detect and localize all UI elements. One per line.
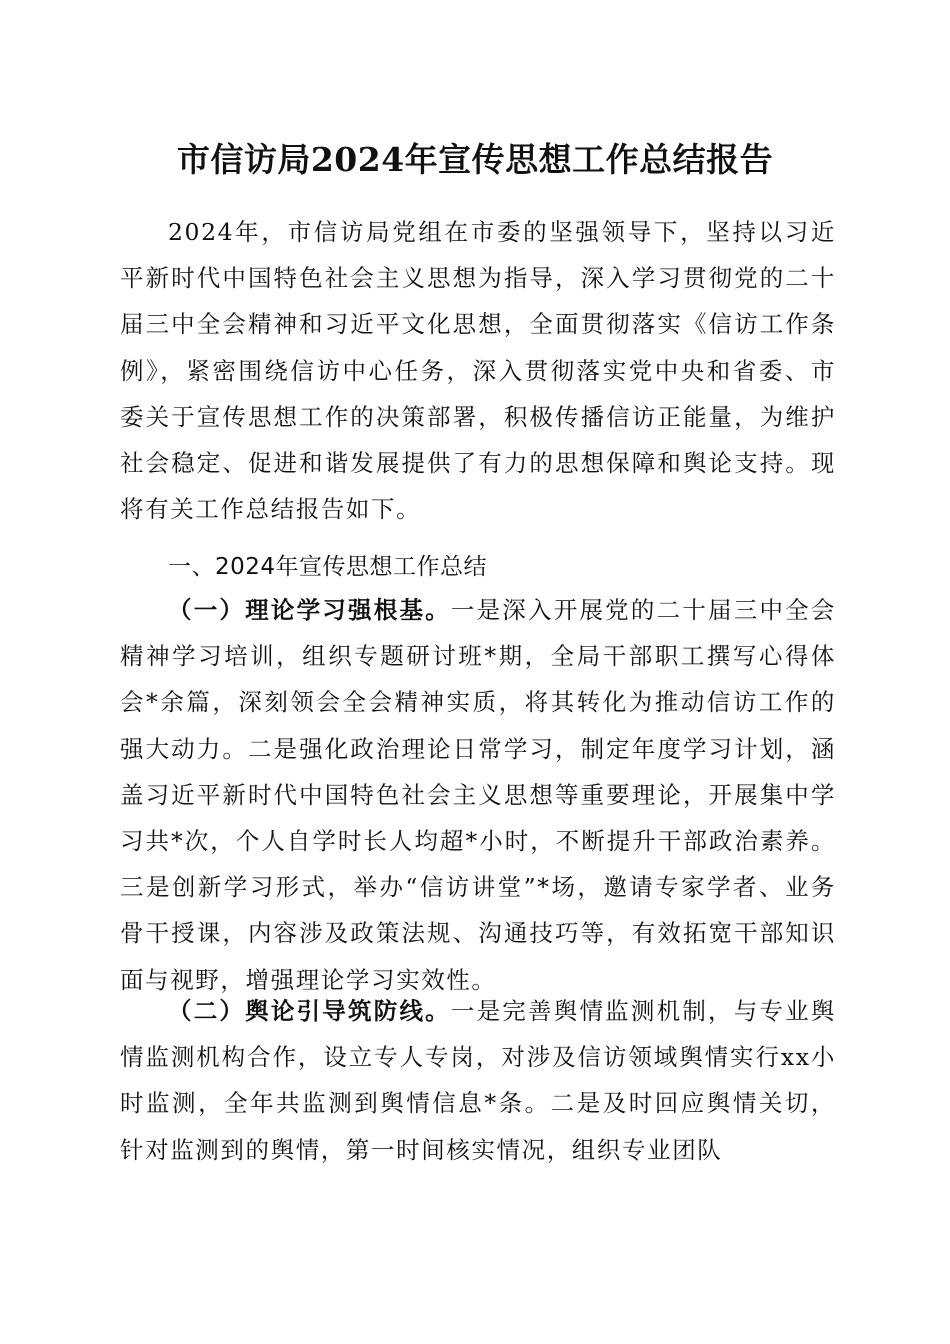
- paragraph-public-opinion: [120, 988, 836, 1173]
- paragraph-body: 一是深入开展党的二十届三中全会精神学习培训，组织专题研讨班*期，全局干部职工撰写心得体会*余篇，深刻领会全会精神实质，将其转化为推动信访工作的强大动力。二是强化政治理论日常学习，制定年度学习计划，涵盖习近平新时代中国特色社会主义思想等重要理论，开展集中学习共*次，个人自学时长人均超*小时，不断提升干部政治素养。三是创新学习形式，举办“信访讲堂”*场，邀请专家学者、业务骨干授课，内容涉及政策法规、沟通技巧等，有效拓宽干部知识面与视野，增强理论学习实效性。: [120, 596, 836, 994]
- document-title: 市信访局2024年宣传思想工作总结报告: [176, 140, 774, 179]
- paragraph-body: 一是完善舆情监测机制，与专业舆情监测机构合作，设立专人专岗，对涉及信访领域舆情实行xx小时监测，全年共监测到舆情信息*条。二是及时回应舆情关切，针对监测到的舆情，第一时间核实情况，组织专业团队: [120, 997, 836, 1164]
- paragraph-theory-study: [120, 587, 836, 1003]
- paragraph-lead: （一）理论学习强根基。: [168, 596, 451, 624]
- section-heading: 一、2024年宣传思想工作总结: [168, 554, 488, 580]
- intro-paragraph: 2024年，市信访局党组在市委的坚强领导下，坚持以习近平新时代中国特色社会主义思想为指导，深入学习贯彻党的二十届三中全会精神和习近平文化思想，全面贯彻落实《信访工作条例》，紧密围绕信访中心任务，深入贯彻落实党中央和省委、市委关于宣传思想工作的决策部署，积极传播信访正能量，为维护社会稳定、促进和谐发展提供了有力的思想保障和舆论支持。现将有关工作总结报告如下。: [120, 218, 836, 524]
- paragraph-lead: （二）舆论引导筑防线。: [168, 997, 451, 1025]
